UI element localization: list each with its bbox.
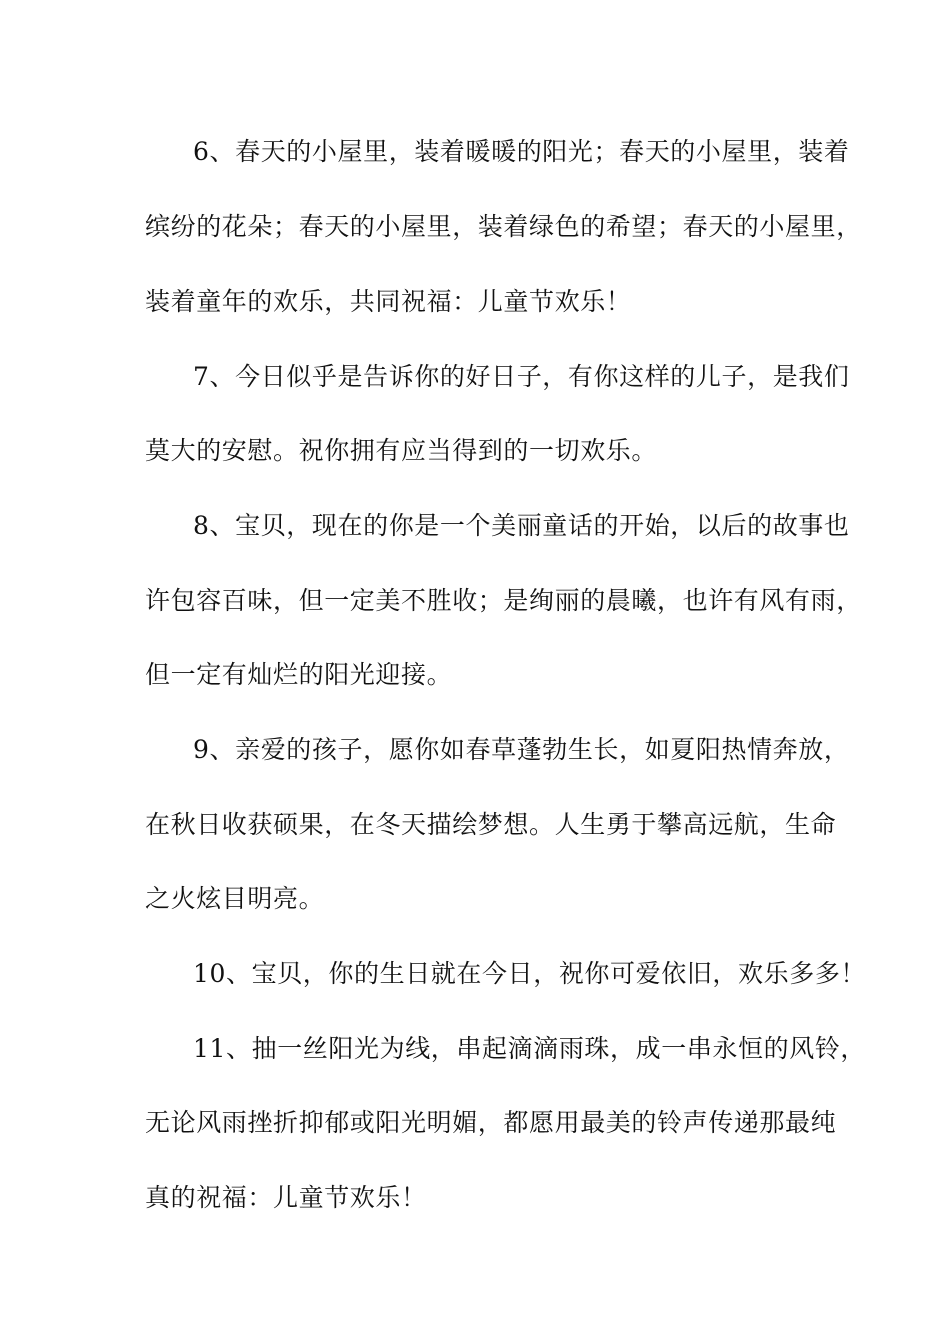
paragraph-10-line-1: 10、宝贝，你的生日就在今日，祝你可爱依旧，欢乐多多！ bbox=[193, 959, 867, 988]
paragraph-7-line-2: 莫大的安慰。祝你拥有应当得到的一切欢乐。 bbox=[145, 436, 658, 465]
paragraph-6-line-1: 6、春天的小屋里，装着暖暖的阳光；春天的小屋里，装着 bbox=[193, 137, 850, 166]
paragraph-8-line-1: 8、宝贝，现在的你是一个美丽童话的开始，以后的故事也 bbox=[193, 511, 850, 540]
paragraph-6-line-3: 装着童年的欢乐，共同祝福：儿童节欢乐！ bbox=[145, 287, 632, 316]
paragraph-11-line-3: 真的祝福：儿童节欢乐！ bbox=[145, 1183, 427, 1212]
paragraph-7-line-1: 7、今日似乎是告诉你的好日子，有你这样的儿子，是我们 bbox=[193, 362, 850, 391]
paragraph-8-line-2: 许包容百味，但一定美不胜收；是绚丽的晨曦，也许有风有雨， bbox=[145, 586, 862, 615]
paragraph-6-line-2: 缤纷的花朵；春天的小屋里，装着绿色的希望；春天的小屋里， bbox=[145, 212, 862, 241]
paragraph-9-line-2: 在秋日收获硕果，在冬天描绘梦想。人生勇于攀高远航，生命 bbox=[145, 810, 837, 839]
paragraph-8-line-3: 但一定有灿烂的阳光迎接。 bbox=[145, 660, 453, 689]
paragraph-9-line-3: 之火炫目明亮。 bbox=[145, 884, 325, 913]
paragraph-9-line-1: 9、亲爱的孩子，愿你如春草蓬勃生长，如夏阳热情奔放， bbox=[193, 735, 850, 764]
paragraph-11-line-1: 11、抽一丝阳光为线，串起滴滴雨珠，成一串永恒的风铃， bbox=[193, 1034, 867, 1063]
paragraph-11-line-2: 无论风雨挫折抑郁或阳光明媚，都愿用最美的铃声传递那最纯 bbox=[145, 1108, 837, 1137]
